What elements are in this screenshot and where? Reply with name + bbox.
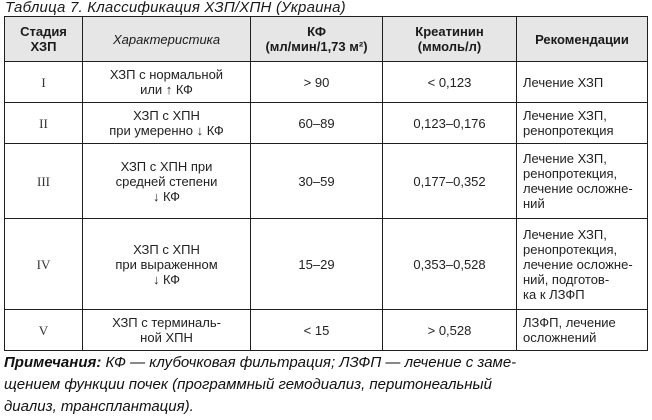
kf-cell: > 90	[251, 62, 383, 103]
notes-lead: Примечания:	[4, 354, 102, 371]
header-kf: КФ (мл/мин/1,73 м²)	[251, 17, 383, 62]
creatinine-cell: 0,123–0,176	[383, 103, 517, 144]
creatinine-cell: 0,353–0,528	[383, 219, 517, 310]
header-recommendations: Рекомендации	[517, 17, 648, 62]
characteristic-cell: ХЗП с ХПН при умеренно ↓ КФ	[83, 103, 251, 144]
notes-text: КФ — клубочковая фильтрация; ЛЗФП — лечение с заме- щением функции почек (программный гемодиализ, перитонеальный диализ, трансплантация).	[4, 354, 517, 415]
recommendations-cell: ЛЗФП, лечение осложнений	[517, 310, 648, 351]
characteristic-cell: ХЗП с терминаль- ной ХПН	[83, 310, 251, 351]
creatinine-cell: > 0,528	[383, 310, 517, 351]
stage-cell: V	[5, 310, 83, 351]
recommendations-cell: Лечение ХЗП, ренопротекция	[517, 103, 648, 144]
table-notes	[4, 352, 650, 418]
characteristic-cell: ХЗП с ХПН при выраженном ↓ КФ	[83, 219, 251, 310]
characteristic-cell: ХЗП с нормальной или ↑ КФ	[83, 62, 251, 103]
recommendations-cell: Лечение ХЗП, ренопротекция, лечение осложне- ний	[517, 144, 648, 219]
table-row	[5, 219, 648, 310]
header-creatinine: Креатинин (ммоль/л)	[383, 17, 517, 62]
classification-table	[4, 16, 648, 351]
stage-cell: IV	[5, 219, 83, 310]
kf-cell: < 15	[251, 310, 383, 351]
kf-cell: 30–59	[251, 144, 383, 219]
table-caption: Таблица 7. Классификация ХЗП/ХПН (Украина)	[5, 0, 346, 16]
stage-cell: II	[5, 103, 83, 144]
creatinine-cell: < 0,123	[383, 62, 517, 103]
table-row	[5, 144, 648, 219]
recommendations-cell: Лечение ХЗП, ренопротекция, лечение осложне- ний, подготов- ка к ЛЗФП	[517, 219, 648, 310]
kf-cell: 60–89	[251, 103, 383, 144]
table-row	[5, 103, 648, 144]
table-row	[5, 310, 648, 351]
table-row	[5, 62, 648, 103]
creatinine-cell: 0,177–0,352	[383, 144, 517, 219]
stage-cell: III	[5, 144, 83, 219]
header-row	[5, 17, 648, 62]
characteristic-cell: ХЗП с ХПН при средней степени ↓ КФ	[83, 144, 251, 219]
stage-cell: I	[5, 62, 83, 103]
header-stage: Стадия ХЗП	[5, 17, 83, 62]
header-characteristic: Характеристика	[83, 17, 251, 62]
kf-cell: 15–29	[251, 219, 383, 310]
recommendations-cell: Лечение ХЗП	[517, 62, 648, 103]
